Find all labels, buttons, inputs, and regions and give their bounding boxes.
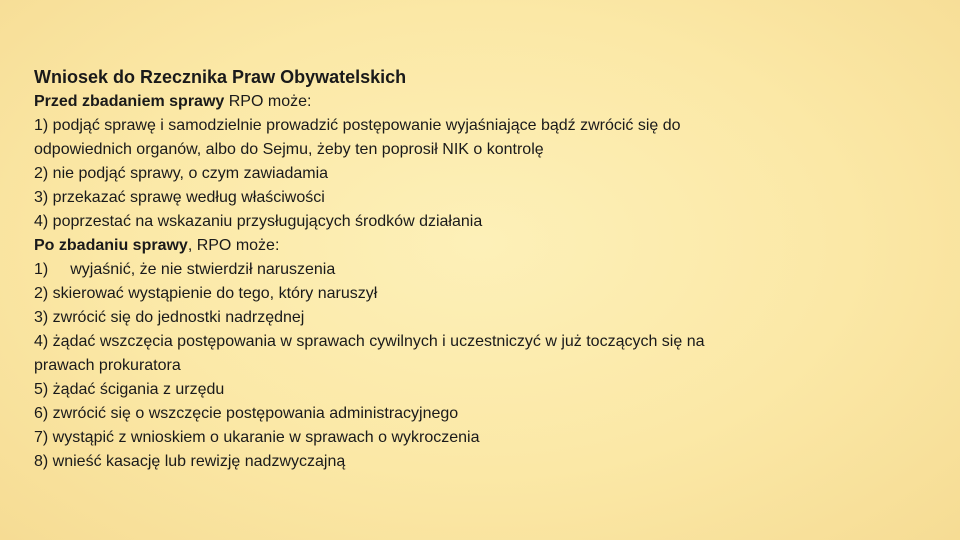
section-heading-bold: Przed zbadaniem sprawy — [34, 93, 225, 110]
list-item: 2) skierować wystąpienie do tego, który naruszył — [34, 285, 378, 302]
section-heading-bold: Po zbadaniu sprawy — [34, 237, 188, 254]
list-item: 8) wnieść kasację lub rewizję nadzwyczajną — [34, 453, 346, 470]
list-item: odpowiednich organów, albo do Sejmu, żeby ten poprosił NIK o kontrolę — [34, 141, 544, 158]
slide-title: Wniosek do Rzecznika Praw Obywatelskich — [34, 67, 407, 87]
list-item-number: 1) — [34, 261, 49, 278]
list-item: 2) nie podjąć sprawy, o czym zawiadamia — [34, 165, 329, 182]
section-heading-after — [34, 234, 914, 258]
list-item: 4) żądać wszczęcia postępowania w sprawach cywilnych i uczestniczyć w już toczących się na — [34, 333, 705, 350]
list-item: 3) zwrócić się do jednostki nadrzędnej — [34, 309, 305, 326]
section-heading-rest: , RPO może: — [187, 237, 280, 254]
list-item: 5) żądać ścigania z urzędu — [34, 381, 225, 398]
list-item: prawach prokuratora — [34, 357, 181, 374]
section-heading-before — [34, 90, 914, 114]
list-item — [34, 258, 914, 282]
list-item: 6) zwrócić się o wszczęcie postępowania administracyjnego — [34, 405, 459, 422]
list-item: 3) przekazać sprawę według właściwości — [34, 189, 325, 206]
slide-content — [34, 64, 914, 474]
list-item: 1) podjąć sprawę i samodzielnie prowadzić postępowanie wyjaśniające bądź zwrócić się do — [34, 117, 681, 134]
section-heading-rest: RPO może: — [224, 93, 312, 110]
list-item-text: wyjaśnić, że nie stwierdził naruszenia — [70, 261, 336, 278]
list-item: 7) wystąpić z wnioskiem o ukaranie w sprawach o wykroczenia — [34, 429, 480, 446]
list-item: 4) poprzestać na wskazaniu przysługujących środków działania — [34, 213, 483, 230]
